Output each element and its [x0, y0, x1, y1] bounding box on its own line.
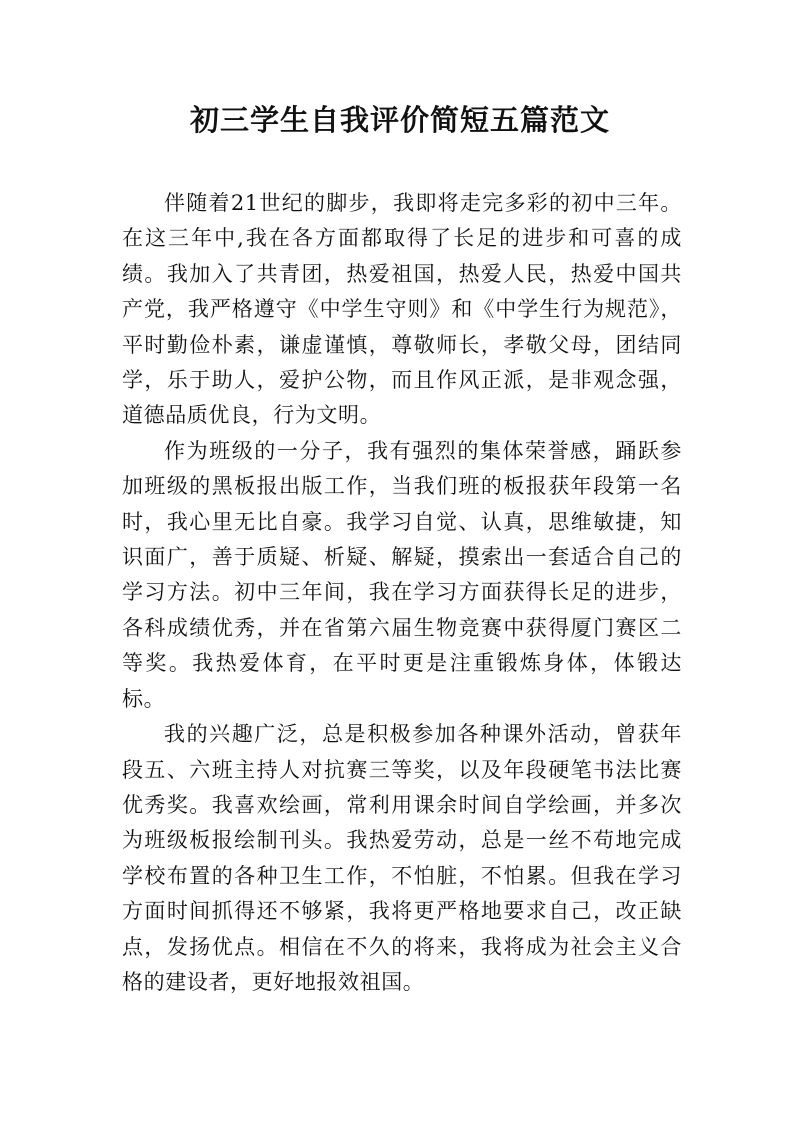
paragraph-1: 伴随着21世纪的脚步，我即将走完多彩的初中三年。在这三年中,我在各方面都取得了长足的进步和可喜的成绩。我加入了共青团，热爱祖国，热爱人民，热爱中国共产党，我严格遵守《中学生守则》和《中学生行为规范》，平时勤俭朴素，谦虚谨慎，尊敬师长，孝敬父母，团结同学，乐于助人，爱护公物，而且作风正派，是非观念强，道德品质优良，行为文明。: [122, 191, 682, 428]
document-title: 初三学生自我评价简短五篇范文: [189, 103, 610, 137]
document-body: [122, 186, 682, 1000]
paragraph-2: 作为班级的一分子，我有强烈的集体荣誉感，踊跃参加班级的黑板报出版工作，当我们班的板报获年段第一名时，我心里无比自豪。我学习自觉、认真，思维敏捷，知识面广，善于质疑、析疑、解疑，摸索出一套适合自己的学习方法。初中三年间，我在学习方面获得长足的进步，各科成绩优秀，并在省第六届生物竞赛中获得厦门赛区二等奖。我热爱体育，在平时更是注重锻炼身体，体锻达标。: [122, 438, 682, 711]
paragraph-3: 我的兴趣广泛，总是积极参加各种课外活动，曾获年段五、六班主持人对抗赛三等奖，以及年段硬笔书法比赛优秀奖。我喜欢绘画，常利用课余时间自学绘画，并多次为班级板报绘制刊头。我热爱劳动，总是一丝不苟地完成学校布置的各种卫生工作，不怕脏，不怕累。但我在学习方面时间抓得还不够紧，我将更严格地要求自己，改正缺点，发扬优点。相信在不久的将来，我将成为社会主义合格的建设者，更好地报效祖国。: [122, 722, 682, 994]
